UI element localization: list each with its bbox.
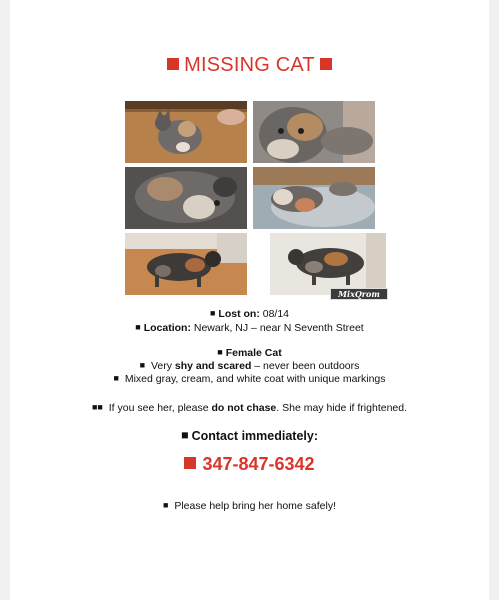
photo-cat-face-closeup	[253, 101, 375, 163]
chase-pre: If you see her, please	[105, 402, 212, 414]
chase-bold: do not chase	[211, 402, 277, 414]
black-square-icon: ■	[181, 428, 189, 442]
red-square-icon	[184, 457, 196, 469]
coat-line	[10, 373, 489, 386]
black-square-icon: ■	[209, 308, 216, 318]
lost-on-label: Lost on:	[218, 308, 260, 320]
black-square-icon: ■	[113, 373, 119, 383]
photo-cat-walking-floor	[125, 233, 247, 295]
female-cat-line	[10, 347, 489, 360]
photo-cat-on-bed	[253, 167, 375, 229]
lost-on-value: 08/14	[259, 308, 290, 320]
contact-line	[10, 430, 489, 444]
black-square-icon: ■■	[91, 402, 103, 412]
title-text: MISSING CAT	[184, 54, 315, 76]
location-label: Location:	[143, 322, 191, 334]
black-square-icon: ■	[139, 360, 146, 370]
phone-number-line	[10, 454, 489, 475]
lost-on-line	[10, 308, 489, 321]
location-value: Newark, NJ – near N Seventh Street	[190, 322, 364, 334]
black-square-icon: ■	[135, 322, 141, 332]
female-cat-text: Female Cat	[225, 347, 282, 359]
black-square-icon: ■	[162, 500, 169, 510]
shy-bold: shy and scared	[174, 360, 252, 372]
help-text: Please help bring her home safely!	[171, 500, 337, 512]
flyer-page	[10, 0, 489, 600]
phone-number: 347-847-6342	[202, 454, 315, 474]
black-square-icon: ■	[217, 347, 223, 357]
contact-heading: Contact immediately:	[191, 429, 318, 443]
shy-line	[10, 360, 489, 373]
red-square-icon	[320, 58, 332, 70]
chase-line	[10, 402, 489, 415]
red-square-icon	[167, 58, 179, 70]
watermark-logo: MixQrom	[330, 288, 388, 300]
photo-cat-walking-white-floor	[270, 233, 386, 295]
shy-pre: Very	[148, 360, 175, 372]
chase-post: . She may hide if frightened.	[276, 402, 408, 414]
shy-post: – never been outdoors	[251, 360, 360, 372]
photo-cat-lying-side	[125, 167, 247, 229]
help-line	[10, 500, 489, 513]
location-line	[10, 322, 489, 335]
flyer-title	[10, 54, 489, 77]
photo-cat-sitting-wood-floor	[125, 101, 247, 163]
coat-text: Mixed gray, cream, and white coat with unique markings	[121, 373, 386, 385]
